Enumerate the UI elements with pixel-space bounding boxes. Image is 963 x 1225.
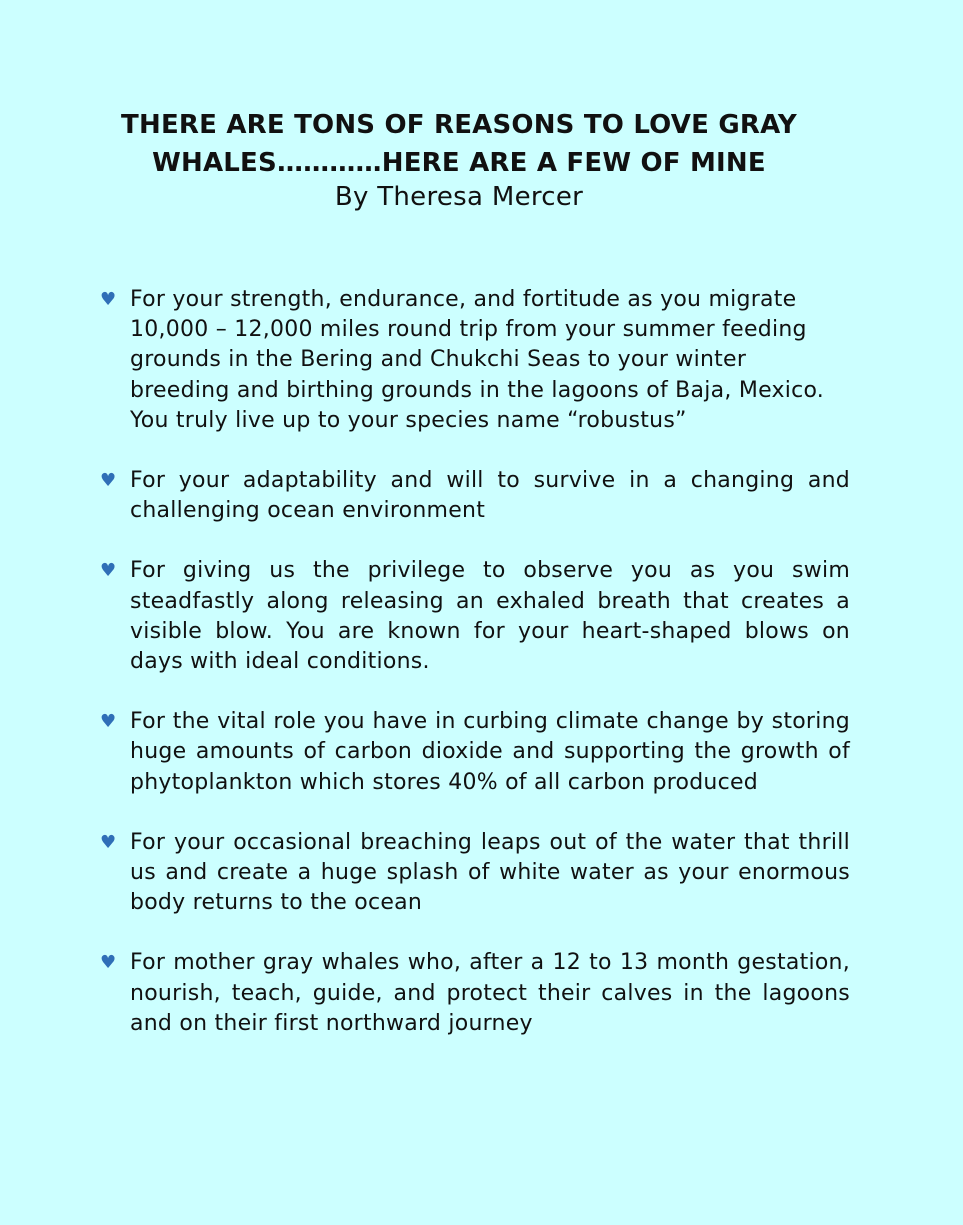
list-item-text: For your occasional breaching leaps out of the water that thrill us and create a huge splash of white water as your enormous body returns to the ocean: [130, 829, 850, 916]
list-item: [100, 828, 850, 919]
list-item-text: For your strength, endurance, and fortitude as you migrate 10,000 – 12,000 miles round trip from your summer feeding grounds in the Bering and Chukchi Seas to your winter breeding and birthing grounds in the lagoons of Baja, Mexico. You truly live up to your species name “robustus”: [130, 287, 825, 433]
heart-icon: ♥: [100, 711, 117, 733]
author-byline: By Theresa Mercer: [334, 182, 584, 212]
list-item: [100, 285, 850, 436]
list-item: [100, 707, 850, 798]
heart-icon: ♥: [100, 952, 117, 974]
list-item: [100, 556, 850, 677]
list-item-text: For mother gray whales who, after a 12 to 13 month gestation, nourish, teach, guide, and protect their calves in the lagoons and on their first northward journey: [130, 950, 850, 1036]
list-item: [100, 948, 850, 1039]
document-title: THERE ARE TONS OF REASONS TO LOVE GRAY WHALES…………HERE ARE A FEW OF MINE: [121, 110, 797, 178]
list-item-text: For giving us the privilege to observe you as you swim steadfastly along releasing an exhaled breath that creates a visible blow. You are known for your heart-shaped blows on days with ideal conditions.: [130, 558, 850, 675]
list-item-text: For your adaptability and will to survive in a changing and challenging ocean environment: [130, 468, 850, 524]
reasons-list: [100, 285, 850, 1069]
heart-icon: ♥: [100, 289, 117, 310]
heart-icon: ♥: [100, 831, 117, 853]
list-item: [100, 466, 850, 526]
heart-icon: ♥: [100, 560, 117, 582]
heart-icon: ♥: [100, 470, 117, 492]
list-item-text: For the vital role you have in curbing climate change by storing huge amounts of carbon dioxide and supporting the growth of phytoplankton which stores 40% of all carbon produced: [130, 709, 850, 795]
